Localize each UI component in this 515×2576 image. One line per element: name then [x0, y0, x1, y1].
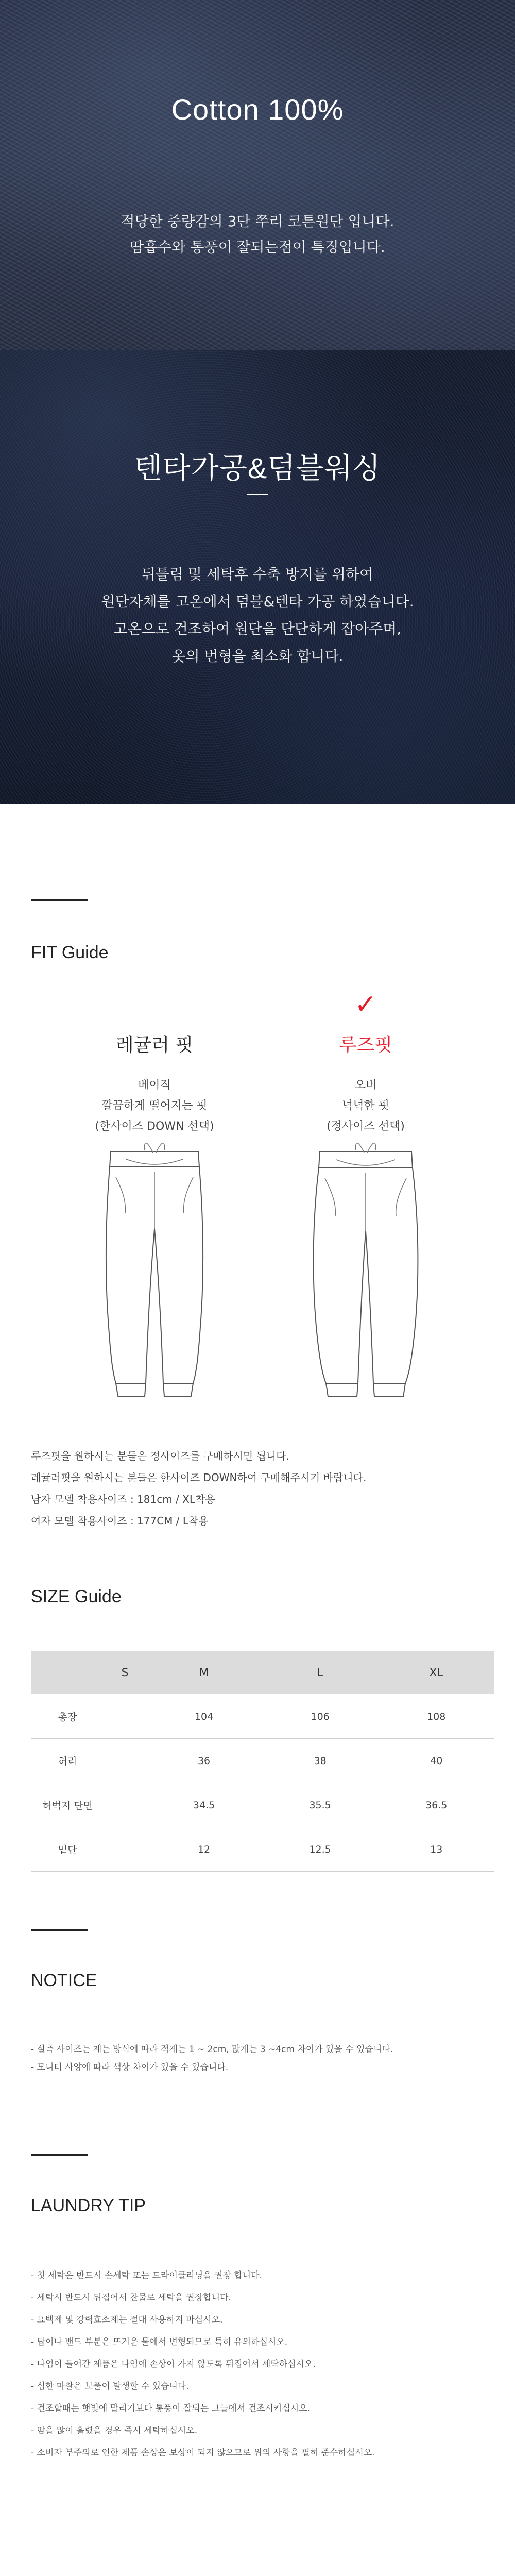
fit-note-2: 레귤러핏을 원하시는 분들은 한사이즈 DOWN하여 구매해주시기 바랍니다.: [31, 1471, 367, 1484]
laundry-item: - 소비자 부주의로 인한 제품 손상은 보상이 되지 않으므로 위의 사항을 필히 준수하십시오.: [31, 2448, 375, 2458]
laundry-item: - 땀을 많이 흘렸을 경우 즉시 세탁하십시오.: [31, 2426, 198, 2436]
row-label: 총장: [31, 1694, 104, 1739]
laundry-item: - 표백제 및 강력효소제는 절대 사용하지 마십시오.: [31, 2315, 223, 2325]
cell-l: 38: [262, 1739, 379, 1783]
size-header-m: M: [146, 1651, 262, 1694]
loose-fit-name: 루즈핏: [338, 1035, 393, 1056]
regular-fit-pants-icon: [95, 1141, 214, 1404]
notice-item: - 모니터 사양에 따라 색상 차이가 있을 수 있습니다.: [31, 2062, 229, 2073]
laundry-item: - 탑이나 밴드 부분은 뜨거운 물에서 변형되므로 특히 유의하십시오.: [31, 2337, 288, 2347]
fit-note-1: 루즈핏을 원하시는 분들은 정사이즈를 구매하시면 됩니다.: [31, 1450, 289, 1462]
laundry-item: - 첫 세탁은 반드시 손세탁 또는 드라이클리닝을 권장 합니다.: [31, 2270, 262, 2281]
laundry-item: - 나염이 들어간 제품은 나염에 손상이 가지 않도록 뒤집어서 세탁하십시오.: [31, 2359, 316, 2369]
tenter-desc-line-1: 뒤틀림 및 세탁후 수축 방지를 위하여: [141, 566, 374, 583]
notice-item: - 실측 사이즈는 재는 방식에 따라 적게는 1 ~ 2cm, 많게는 3 ~4cm 차이가 있을 수 있습니다.: [31, 2044, 393, 2055]
size-guide-title: SIZE Guide: [31, 1587, 122, 1606]
table-row: [31, 1783, 494, 1827]
regular-fit-desc-3: (한사이즈 DOWN 선택): [95, 1120, 214, 1133]
row-label: 밑단: [31, 1827, 104, 1872]
cell-m: 12: [146, 1827, 262, 1872]
cotton-desc-line-1: 적당한 중량감의 3단 쭈리 코튼원단 입니다.: [121, 213, 394, 230]
tenter-desc-line-2: 원단자체를 고온에서 덤블&텐타 가공 하였습니다.: [101, 593, 414, 610]
laundry-divider: [31, 2154, 88, 2156]
size-header-xl: XL: [378, 1651, 494, 1694]
fit-note-3: 남자 모델 착용사이즈 : 181cm / XL착용: [31, 1493, 215, 1505]
cell-xl: 108: [378, 1694, 494, 1739]
loose-fit-desc-1: 오버: [354, 1079, 377, 1092]
row-label: 허벅지 단면: [31, 1783, 104, 1827]
regular-fit-column: [77, 1030, 232, 1137]
fit-guide-title: FIT Guide: [31, 943, 109, 962]
laundry-item: - 심한 마찰은 보풀이 발생할 수 있습니다.: [31, 2381, 189, 2392]
tenter-title: 텐타가공&덤블워싱: [134, 452, 381, 484]
cell-s: [104, 1827, 146, 1872]
table-row: [31, 1739, 494, 1783]
loose-fit-desc-3: (정사이즈 선택): [327, 1120, 405, 1133]
cell-l: 106: [262, 1694, 379, 1739]
size-header-s: S: [104, 1651, 146, 1694]
size-header-l: L: [262, 1651, 379, 1694]
cotton-fabric-banner: [0, 0, 515, 350]
cell-l: 12.5: [262, 1827, 379, 1872]
table-row: [31, 1827, 494, 1872]
cell-s: [104, 1694, 146, 1739]
tenter-desc-line-4: 옷의 번형을 최소화 합니다.: [171, 648, 344, 665]
cell-xl: 13: [378, 1827, 494, 1872]
cell-m: 36: [146, 1739, 262, 1783]
row-label: 허리: [31, 1739, 104, 1783]
cell-m: 34.5: [146, 1783, 262, 1827]
title-underline: [247, 494, 268, 495]
cell-l: 35.5: [262, 1783, 379, 1827]
tenter-desc-line-3: 고온으로 건조하여 원단을 단단하게 잡아주며,: [113, 620, 402, 637]
size-table-header: [31, 1651, 494, 1694]
cell-m: 104: [146, 1694, 262, 1739]
fit-guide-divider: [31, 899, 88, 901]
cell-xl: 36.5: [378, 1783, 494, 1827]
cotton-desc-line-2: 땀흡수와 통풍이 잘되는점이 특징입니다.: [130, 239, 385, 256]
laundry-title: LAUNDRY TIP: [31, 2196, 146, 2215]
table-row: [31, 1694, 494, 1739]
notice-title: NOTICE: [31, 1971, 97, 1990]
size-header-blank: [31, 1651, 104, 1694]
size-table: [31, 1651, 494, 1872]
recommended-check-icon: ✓: [354, 989, 377, 1020]
loose-fit-column: [288, 989, 443, 1137]
cotton-title: Cotton 100%: [171, 93, 344, 126]
fit-note-4: 여자 모델 착용사이즈 : 177CM / L착용: [31, 1515, 209, 1527]
cell-s: [104, 1739, 146, 1783]
regular-fit-name: 레귤러 핏: [115, 1035, 194, 1056]
notice-divider: [31, 1929, 88, 1931]
tenter-fabric-banner: [0, 350, 515, 804]
loose-fit-desc-2: 넉넉한 핏: [341, 1099, 389, 1112]
cell-s: [104, 1783, 146, 1827]
loose-fit-pants-icon: [306, 1141, 425, 1404]
regular-fit-desc-1: 베이직: [138, 1079, 171, 1092]
laundry-item: - 건조할때는 햇빛에 말리기보다 통풍이 잘되는 그늘에서 건조시키십시오.: [31, 2403, 311, 2414]
regular-fit-desc-2: 깔끔하게 떨어지는 핏: [101, 1099, 208, 1112]
laundry-item: - 세탁시 반드시 뒤집어서 찬물로 세탁을 권장합니다.: [31, 2293, 231, 2303]
cell-xl: 40: [378, 1739, 494, 1783]
